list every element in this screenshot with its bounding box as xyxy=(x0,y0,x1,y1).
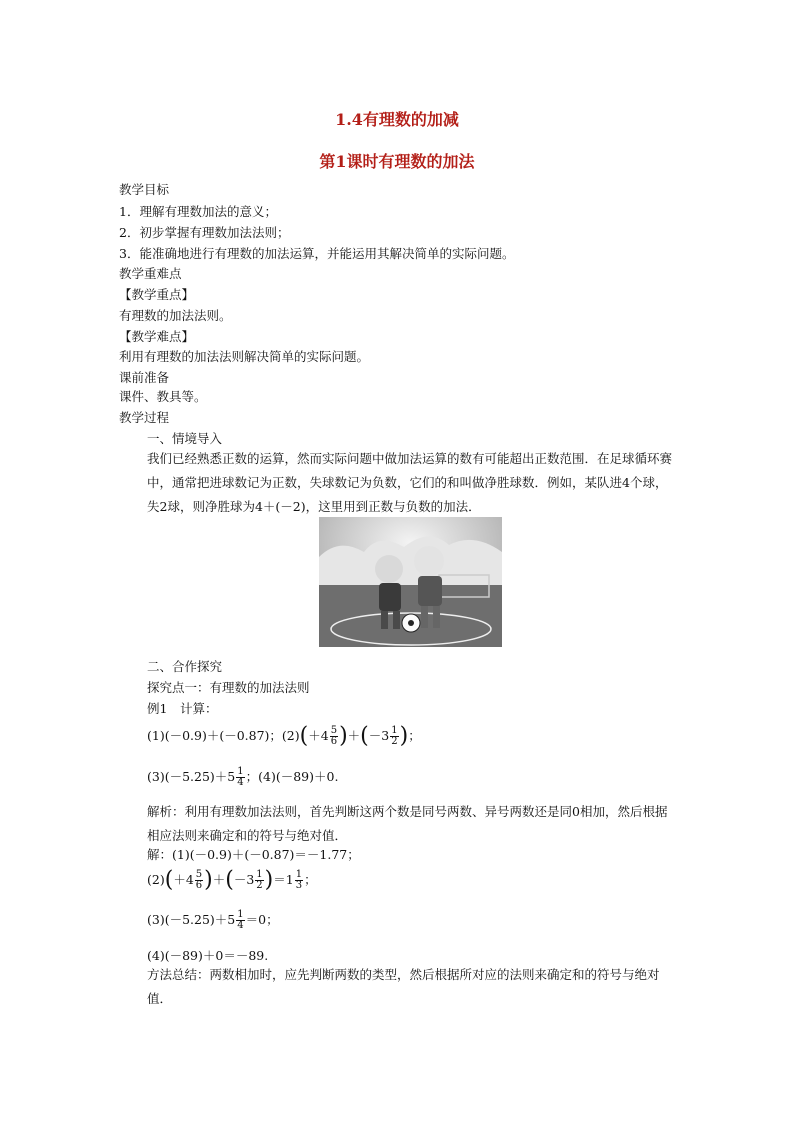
q1-term2: －3 xyxy=(368,728,390,743)
objective-item: 3．能准确地进行有理数的加法运算，并能运用其解决简单的实际问题。 xyxy=(119,246,515,261)
solution-4: (4)(－89)＋0＝－89. xyxy=(147,948,269,963)
objective-item: 2．初步掌握有理数加法法则； xyxy=(119,225,290,240)
document-subtitle: 第1课时有理数的加法 xyxy=(319,152,475,171)
fraction: $\frac{5}{6}$ xyxy=(195,869,203,891)
summary-text: 方法总结：两数相加时，应先判断两数的类型，然后根据所对应的法则来确定和的符号与绝对值． xyxy=(147,967,660,1006)
key-heading: 【教学重点】 xyxy=(119,287,195,302)
question-3-4: (3)(－5.25)＋5 $\frac{1}{4}$ ；(4)(－89)＋0. xyxy=(147,766,339,788)
section1-heading: 一、情境导入 xyxy=(147,431,223,446)
fraction: $\frac{1}{2}$ xyxy=(391,725,398,747)
analysis-paragraph xyxy=(119,800,675,848)
fraction: $\frac{1}{4}$ xyxy=(237,909,244,931)
process-heading: 教学过程 xyxy=(119,410,170,425)
section1-paragraph xyxy=(119,447,675,519)
summary-paragraph xyxy=(119,963,675,1011)
q1-term1: ＋4 xyxy=(308,728,329,743)
prep-text: 课件、教具等。 xyxy=(119,389,207,404)
key-difficult-heading: 教学重难点 xyxy=(119,266,182,281)
fraction: $\frac{1}{4}$ xyxy=(237,766,244,788)
objectives-heading: 教学目标 xyxy=(119,182,170,197)
section2-heading: 二、合作探究 xyxy=(147,659,223,674)
solution-1: 解：(1)(－0.9)＋(－0.87)＝－1.77； xyxy=(147,847,360,862)
probe1-heading: 探究点一：有理数的加法法则 xyxy=(147,680,310,695)
q1-prefix: (1)(－0.9)＋(－0.87)；(2) xyxy=(147,728,300,743)
objective-item: 1．理解有理数加法的意义； xyxy=(119,204,277,219)
solution-2: (2)(＋4 $\frac{5}{6}$ )＋(－3 $\frac{1}{2}$ )＝1 $\frac{1}{3}$ ； xyxy=(147,867,317,893)
difficult-text: 利用有理数的加法法则解决简单的实际问题。 xyxy=(119,349,370,364)
fraction: $\frac{5}{6}$ xyxy=(330,725,338,747)
analysis-text: 解析：利用有理数加法法则，首先判断这两个数是同号两数、异号两数还是同0相加，然后根据相应法则来确定和的符号与绝对值． xyxy=(147,804,668,843)
difficult-heading: 【教学难点】 xyxy=(119,329,195,344)
document-title: 1.4有理数的加减 xyxy=(335,110,459,129)
section1-paragraph-text: 我们已经熟悉正数的运算，然而实际问题中做加法运算的数有可能超出正数范围．在足球循环赛中，通常把进球数记为正数，失球数记为负数，它们的和叫做净胜球数．例如，某队进4个球，失2球，则净胜球为4＋(－2)，这里用到正数与负数的加法． xyxy=(147,451,673,514)
example-label: 例1 计算： xyxy=(147,701,218,716)
fraction: $\frac{1}{3}$ xyxy=(295,869,303,891)
prep-heading: 课前准备 xyxy=(119,370,170,385)
question-1-2: (1)(－0.9)＋(－0.87)；(2)(＋4 $\frac{5}{6}$ )＋(－3 $\frac{1}{2}$ )； xyxy=(147,723,421,749)
fraction: $\frac{1}{2}$ xyxy=(256,869,263,891)
solution-3: (3)(－5.25)＋5 $\frac{1}{4}$ ＝0； xyxy=(147,909,279,931)
key-text: 有理数的加法法则。 xyxy=(119,308,232,323)
soccer-illustration xyxy=(319,517,502,647)
